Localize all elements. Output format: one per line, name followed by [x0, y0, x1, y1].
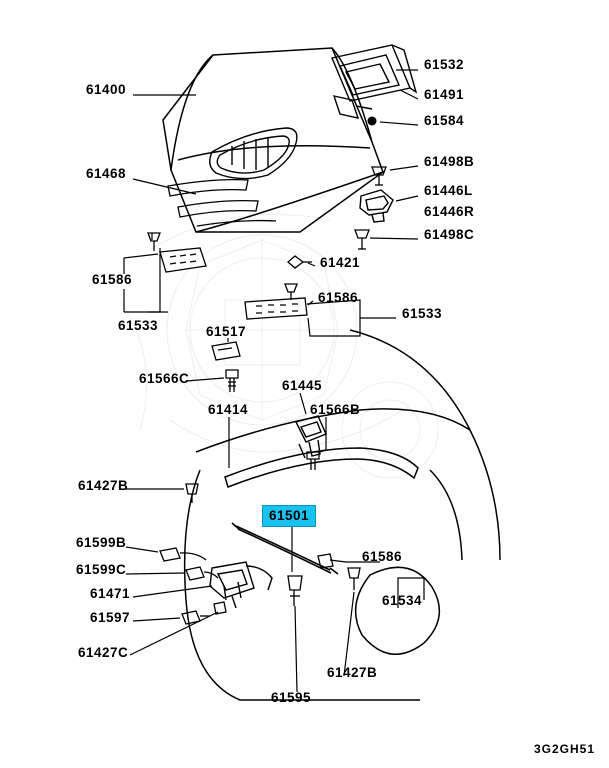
bumper-61517: [212, 342, 240, 360]
label-61586-left[interactable]: 61586: [92, 272, 133, 287]
clip-61427c: [214, 602, 226, 614]
label-61446l[interactable]: 61446L: [424, 183, 473, 198]
clip-61427b-left: [186, 484, 198, 503]
bolt-61498b: [372, 167, 386, 185]
label-61421[interactable]: 61421: [320, 255, 361, 270]
watermark-artwork: [120, 214, 438, 478]
label-61498b[interactable]: 61498B: [424, 154, 475, 169]
cable-guide-61599b: [160, 548, 206, 561]
clip-61533-left: [148, 233, 160, 251]
label-61597[interactable]: 61597: [90, 610, 131, 625]
label-61446r[interactable]: 61446R: [424, 204, 475, 219]
bolt-61498c: [355, 230, 369, 249]
label-61468[interactable]: 61468: [86, 166, 127, 181]
label-61517[interactable]: 61517: [206, 324, 247, 339]
cable-guide-61599c: [186, 567, 218, 580]
seal-61586-middle: [245, 298, 307, 319]
label-61586-middle[interactable]: 61586: [318, 290, 359, 305]
label-61501[interactable]: 61501: [262, 505, 316, 527]
label-61471[interactable]: 61471: [90, 586, 131, 601]
label-61599b[interactable]: 61599B: [76, 535, 127, 550]
grommet-61595: [288, 576, 302, 606]
label-61427b-left[interactable]: 61427B: [78, 478, 129, 493]
hood-scoop: [210, 128, 297, 179]
weatherstrip-61414: [225, 448, 418, 487]
label-61491[interactable]: 61491: [424, 87, 465, 102]
drawing-code: 3G2GH51: [533, 742, 595, 756]
label-61595[interactable]: 61595: [271, 690, 312, 705]
clip-61427b-bottom: [348, 568, 360, 590]
label-61533-left[interactable]: 61533: [118, 318, 159, 333]
bolt-61584: [368, 117, 377, 126]
label-61584[interactable]: 61584: [424, 113, 465, 128]
label-61427c[interactable]: 61427C: [78, 645, 129, 660]
label-61427b-bottom[interactable]: 61427B: [327, 665, 378, 680]
label-61533-right[interactable]: 61533: [402, 306, 443, 321]
label-61532[interactable]: 61532: [424, 57, 465, 72]
label-61566c[interactable]: 61566C: [139, 371, 190, 386]
label-61599c[interactable]: 61599C: [76, 562, 127, 577]
hood-hinge-assembly: [332, 45, 416, 118]
clip-61533-middle: [285, 284, 297, 300]
hinge-bracket-61446: [360, 190, 393, 222]
label-61400[interactable]: 61400: [86, 82, 127, 97]
label-61445[interactable]: 61445: [282, 378, 323, 393]
label-61414[interactable]: 61414: [208, 402, 249, 417]
label-61534[interactable]: 61534: [382, 593, 423, 608]
seal-61586-right: [318, 554, 333, 568]
clip-61421: [288, 256, 312, 268]
screw-61566c: [226, 370, 238, 392]
hood-latch-61471: [210, 562, 272, 608]
label-61498c[interactable]: 61498C: [424, 227, 475, 242]
label-61566b[interactable]: 61566B: [310, 402, 361, 417]
label-61586-right[interactable]: 61586: [362, 549, 403, 564]
